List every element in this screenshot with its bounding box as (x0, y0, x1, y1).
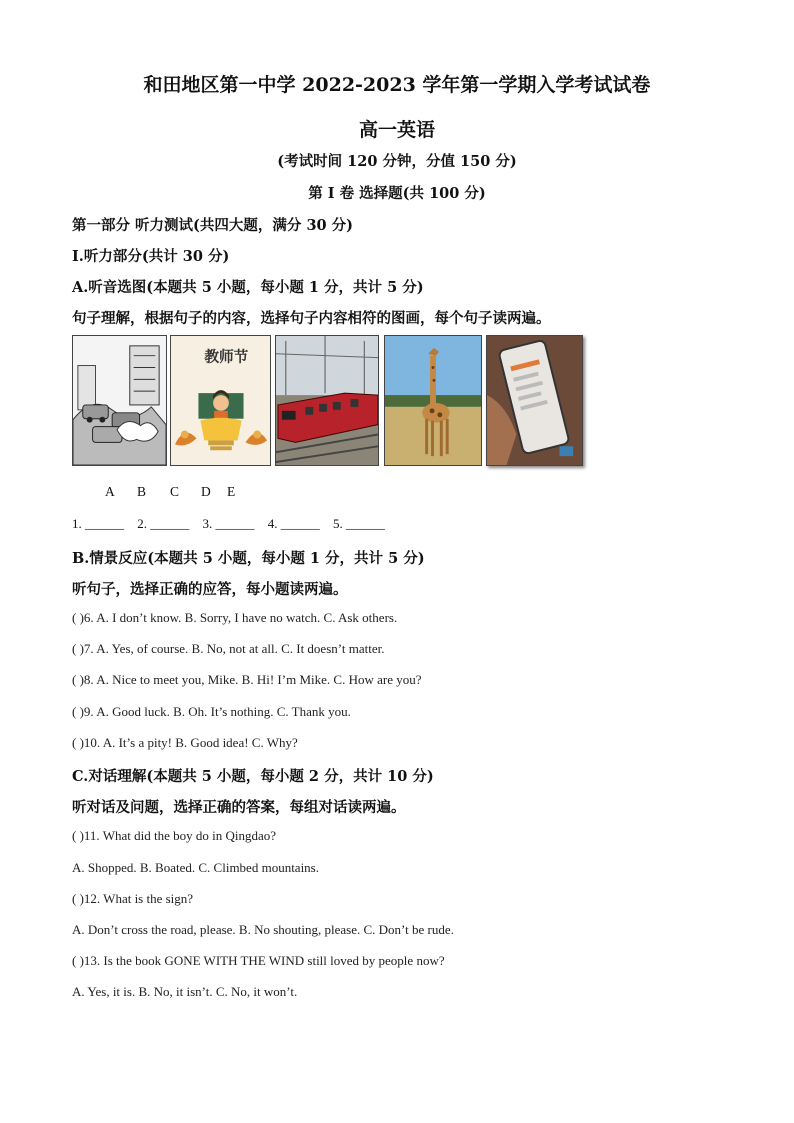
part1-heading: 第一部分 听力测试(共四大题，满分 30 分) (72, 217, 354, 234)
blank-4[interactable]: 4. ______ (267, 516, 320, 531)
blank-1[interactable]: 1. ______ (72, 516, 124, 531)
sectionC-instruction: 听对话及问题，选择正确的答案，每组对话读两遍。 (72, 799, 406, 816)
exam-title: 和田地区第一中学 2022-2023 学年第一学期入学考试试卷 (143, 74, 651, 96)
question-13: ( )13. Is the book GONE WITH THE WIND still loved by people now? (72, 953, 445, 968)
picture-d-giraffe (384, 335, 482, 466)
answer-blanks (72, 516, 395, 532)
question-11: ( )11. What did the boy do in Qingdao? (72, 828, 276, 843)
question-9: ( )9. A. Good luck. B. Oh. It’s nothing. C. Thank you. (72, 704, 351, 719)
blank-2[interactable]: 2. ______ (137, 516, 190, 531)
question-8: ( )8. A. Nice to meet you, Mike. B. Hi! I’m Mike. C. How are you? (72, 672, 422, 687)
picture-b-teachers-day (170, 335, 271, 466)
letter-c: C (170, 484, 180, 499)
question-11-options: A. Shopped. B. Boated. C. Climbed mountains. (72, 860, 319, 875)
question-6: ( )6. A. I don’t know. B. Sorry, I have no watch. C. Ask others. (72, 610, 398, 625)
letter-a: A (105, 484, 115, 499)
sectionC-heading: C.对话理解(本题共 5 小题，每小题 2 分，共计 10 分) (72, 768, 434, 785)
sectionB-instruction: 听句子，选择正确的应答，每小题读两遍。 (72, 581, 348, 598)
listening-subheading: I.听力部分(共计 30 分) (72, 248, 230, 265)
blank-5[interactable]: 5. ______ (333, 516, 385, 531)
sectionA-instruction: 句子理解，根据句子的内容，选择句子内容相符的图画，每个句子读两遍。 (72, 310, 551, 327)
question-7: ( )7. A. Yes, of course. B. No, not at all. C. It doesn’t matter. (72, 641, 385, 656)
picture-e-smartphone (486, 335, 583, 466)
blank-3[interactable]: 3. ______ (202, 516, 255, 531)
sectionB-heading: B.情景反应(本题共 5 小题，每小题 1 分，共计 5 分) (72, 550, 425, 567)
question-12: ( )12. What is the sign? (72, 891, 194, 906)
picture-a-traffic-sketch (72, 335, 167, 466)
sectionA-heading: A.听音选图(本题共 5 小题，每小题 1 分，共计 5 分) (72, 279, 424, 296)
question-12-options: A. Don’t cross the road, please. B. No shouting, please. C. Don’t be rude. (72, 922, 454, 937)
letter-d: D (201, 484, 211, 499)
question-10: ( )10. A. It’s a pity! B. Good idea! C. Why? (72, 735, 298, 750)
exam-time-note: (考试时间 120 分钟，分值 150 分) (277, 153, 517, 170)
exam-subject: 高一英语 (358, 119, 435, 141)
teachers-day-text: 教师节 (204, 348, 249, 366)
picture-c-red-train (275, 335, 379, 466)
letter-e: E (227, 484, 236, 499)
question-13-options: A. Yes, it is. B. No, it isn’t. C. No, it won’t. (72, 984, 298, 999)
volume-heading: 第 I 卷 选择题(共 100 分) (308, 185, 486, 202)
letter-b: B (137, 484, 147, 499)
